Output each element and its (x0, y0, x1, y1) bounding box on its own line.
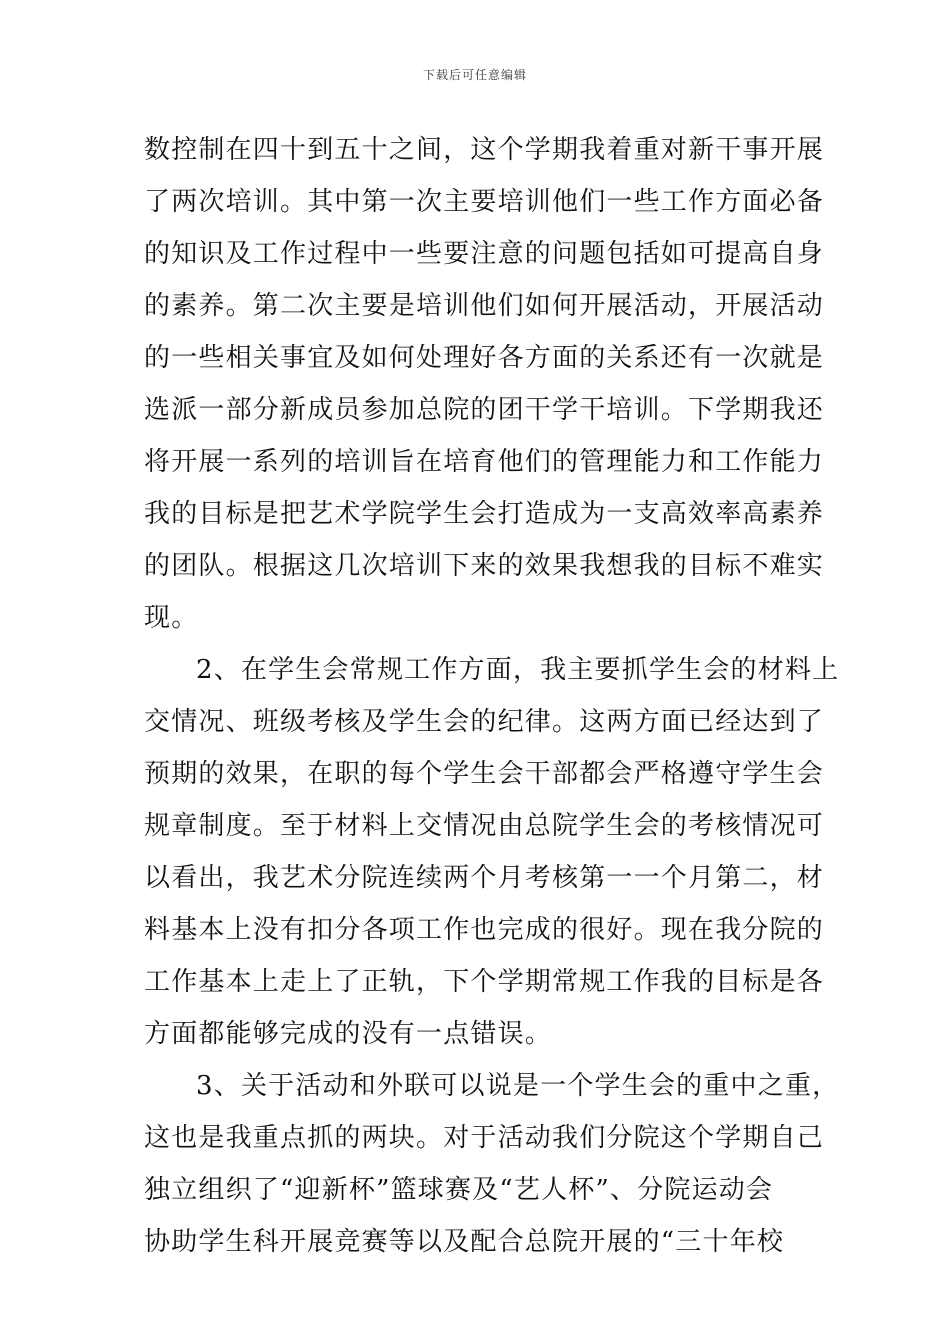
text-line: 规章制度。至于材料上交情况由总院学生会的考核情况可 (144, 811, 825, 841)
text-line: 现。 (144, 603, 199, 633)
text-line: 的一些相关事宜及如何处理好各方面的关系还有一次就是 (144, 343, 825, 373)
text-line: 方面都能够完成的没有一点错误。 (144, 1019, 553, 1049)
text-line: 料基本上没有扣分各项工作也完成的很好。现在我分院的 (144, 915, 825, 945)
text-line: 交情况、班级考核及学生会的纪律。这两方面已经达到了 (144, 707, 825, 737)
text-line: 我的目标是把艺术学院学生会打造成为一支高效率高素养 (144, 499, 825, 529)
document-body (144, 124, 840, 1268)
text-line: 了两次培训。其中第一次主要培训他们一些工作方面必备 (144, 187, 825, 217)
text-line: 独立组织了“迎新杯”篮球赛及“艺人杯”、分院运动会 (144, 1175, 774, 1205)
text-line: 2、在学生会常规工作方面，我主要抓学生会的材料上 (196, 655, 840, 685)
text-line: 这也是我重点抓的两块。对于活动我们分院这个学期自己 (144, 1123, 825, 1153)
text-line: 的团队。根据这几次培训下来的效果我想我的目标不难实 (144, 551, 825, 581)
text-line: 协助学生科开展竞赛等以及配合总院开展的“三十年校 (144, 1227, 785, 1257)
text-line: 的知识及工作过程中一些要注意的问题包括如可提高自身 (144, 239, 825, 269)
text-line: 3、关于活动和外联可以说是一个学生会的重中之重， (196, 1071, 840, 1101)
text-line: 选派一部分新成员参加总院的团干学干培训。下学期我还 (144, 395, 825, 425)
text-line: 数控制在四十到五十之间，这个学期我着重对新干事开展 (144, 135, 825, 165)
page-header: 下载后可任意编辑 (422, 68, 527, 82)
text-line: 工作基本上走上了正轨，下个学期常规工作我的目标是各 (144, 967, 825, 997)
text-line: 将开展一系列的培训旨在培育他们的管理能力和工作能力 (144, 447, 825, 477)
text-line: 预期的效果，在职的每个学生会干部都会严格遵守学生会 (144, 759, 825, 789)
text-line: 以看出，我艺术分院连续两个月考核第一一个月第二，材 (144, 863, 825, 893)
text-line: 的素养。第二次主要是培训他们如何开展活动，开展活动 (144, 291, 825, 321)
